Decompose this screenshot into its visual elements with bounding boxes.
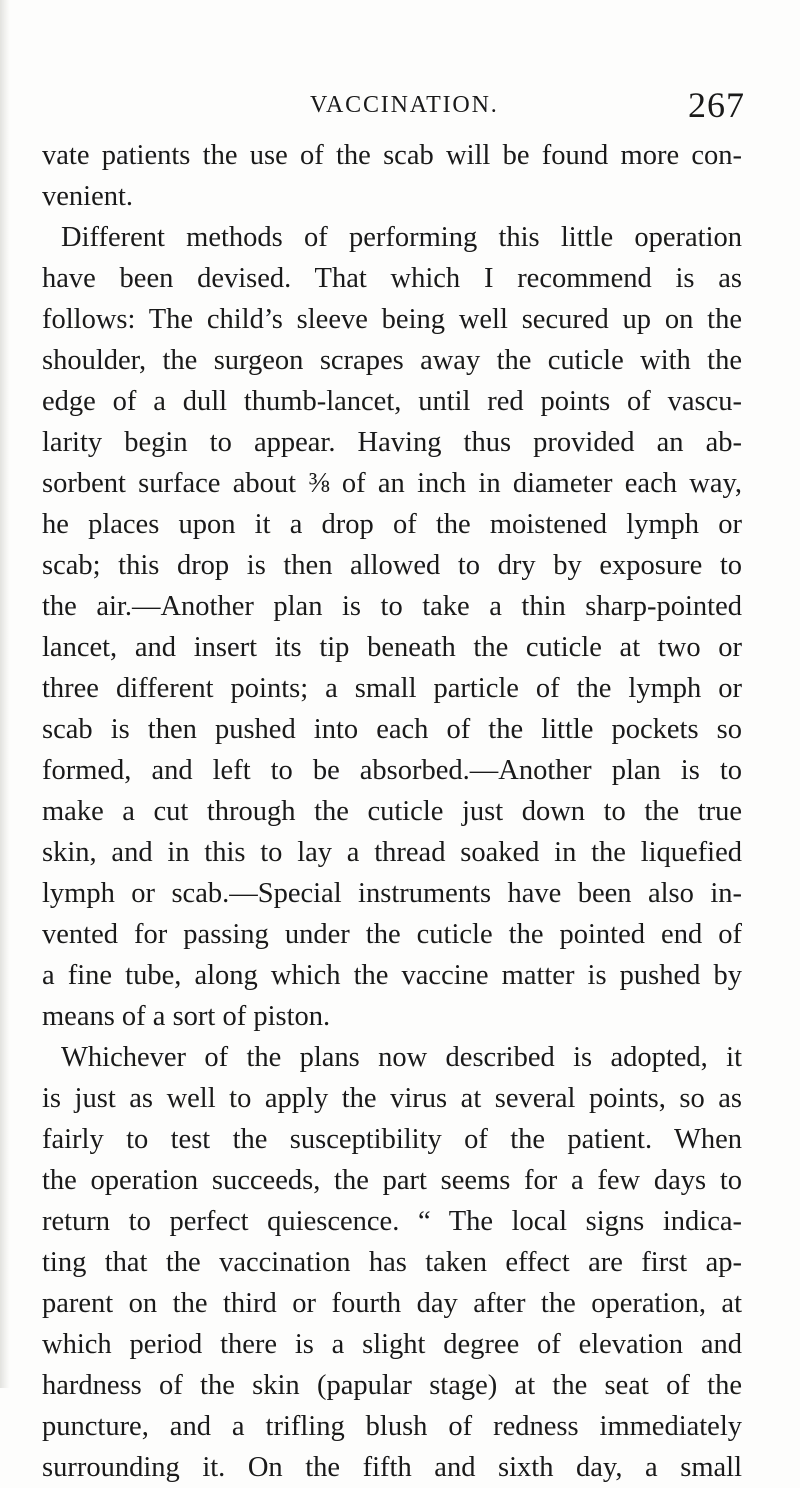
paragraph <box>42 1037 742 1488</box>
text-line: venient. <box>42 181 134 212</box>
text-line: shoulder, the surgeon scrapes away the cuticle with the <box>42 345 742 376</box>
text-line: formed, and left to be absorbed.—Another plan is to <box>42 755 742 786</box>
text-line: fairly to test the susceptibility of the patient. When <box>42 1124 742 1155</box>
text-line: the air.—Another plan is to take a thin sharp-pointed <box>42 591 742 622</box>
text-line: a fine tube, along which the vaccine matter is pushed by <box>42 960 742 991</box>
text-line: vate patients the use of the scab will be found more con- <box>42 140 742 171</box>
text-line: Whichever of the plans now described is adopted, it <box>61 1042 742 1073</box>
text-line: sorbent surface about ⅜ of an inch in diameter each way, <box>42 468 742 499</box>
paragraph <box>42 217 742 1037</box>
running-head <box>0 84 800 124</box>
page-edge-shadow <box>0 0 10 1388</box>
text-line: parent on the third or fourth day after the operation, at <box>42 1288 742 1319</box>
text-line: ting that the vaccination has taken effect are first ap- <box>42 1247 742 1278</box>
text-line: follows: The child’s sleeve being well secured up on the <box>42 304 742 335</box>
text-line: vented for passing under the cuticle the pointed end of <box>42 919 742 950</box>
text-line: make a cut through the cuticle just down to the true <box>42 796 742 827</box>
text-line: return to perfect quiescence. “ The local signs indica- <box>42 1206 742 1237</box>
text-line: scab; this drop is then allowed to dry by exposure to <box>42 550 742 581</box>
text-line: hardness of the skin (papular stage) at the seat of the <box>42 1370 742 1401</box>
text-line: lymph or scab.—Special instruments have been also in- <box>42 878 742 909</box>
text-line: lancet, and insert its tip beneath the cuticle at two or <box>42 632 742 663</box>
text-line: larity begin to appear. Having thus provided an ab- <box>42 427 742 458</box>
text-line: edge of a dull thumb-lancet, until red points of vascu- <box>42 386 742 417</box>
text-line: skin, and in this to lay a thread soaked in the liquefied <box>42 837 742 868</box>
body-text <box>42 135 742 1488</box>
text-line: have been devised. That which I recommend is as <box>42 263 742 294</box>
text-line: is just as well to apply the virus at several points, so as <box>42 1083 742 1114</box>
text-line: three different points; a small particle of the lymph or <box>42 673 742 704</box>
text-line: puncture, and a trifling blush of redness immediately <box>42 1411 742 1442</box>
text-line: Different methods of performing this little operation <box>61 222 742 253</box>
text-line: the operation succeeds, the part seems for a few days to <box>42 1165 742 1196</box>
text-line: means of a sort of piston. <box>42 1001 331 1032</box>
running-title: VACCINATION. <box>310 92 499 118</box>
text-line: he places upon it a drop of the moistened lymph or <box>42 509 742 540</box>
paragraph <box>42 135 742 217</box>
text-line: surrounding it. On the fifth and sixth day, a small <box>42 1452 742 1483</box>
text-line: which period there is a slight degree of elevation and <box>42 1329 742 1360</box>
page-number: 267 <box>688 85 745 125</box>
text-line: scab is then pushed into each of the little pockets so <box>42 714 742 745</box>
